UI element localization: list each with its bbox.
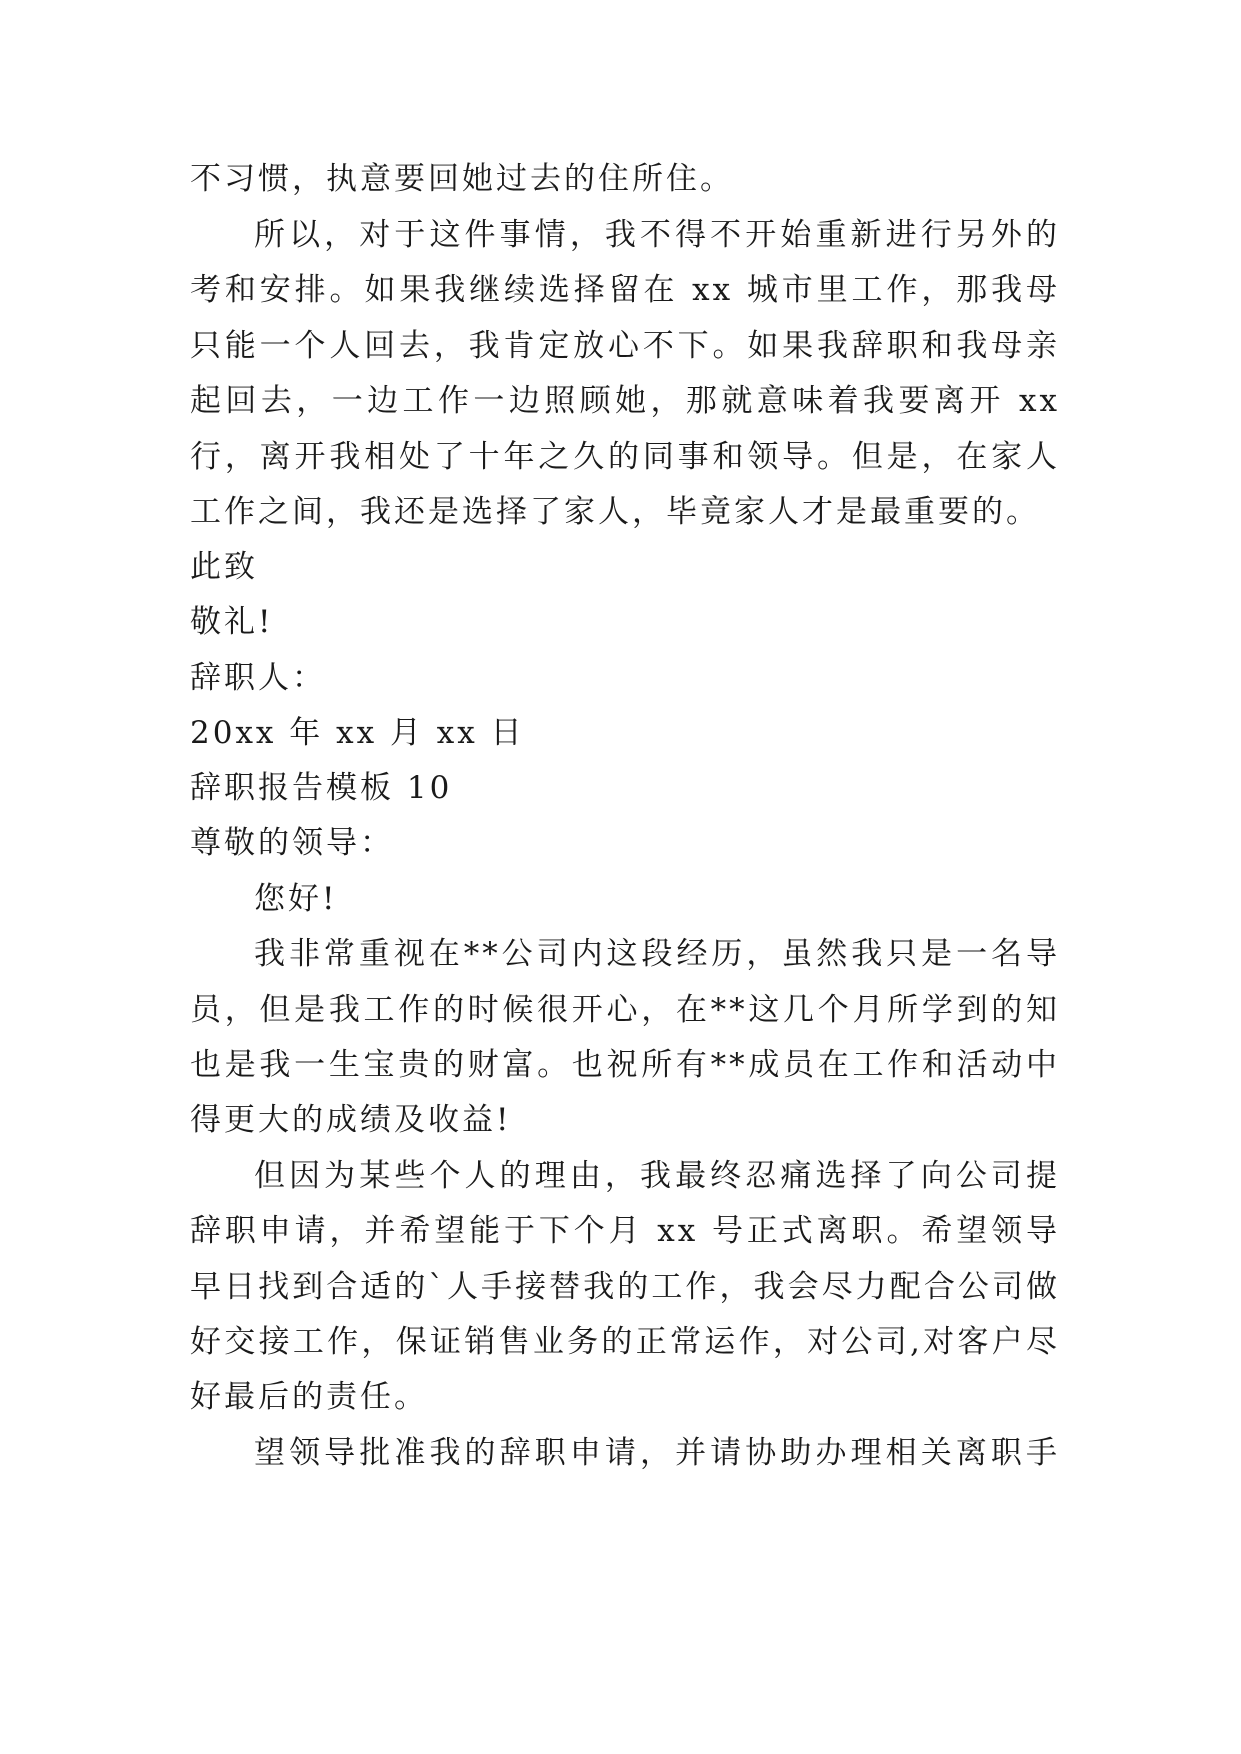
text-line: 得更大的成绩及收益! — [190, 1102, 512, 1138]
text-line: 望领导批准我的辞职申请，并请协助办理相关离职手 — [254, 1435, 1060, 1471]
text-line: 但因为某些个人的理由，我最终忍痛选择了向公司提 — [254, 1158, 1060, 1194]
text-line: 行，离开我相处了十年之久的同事和领导。但是，在家人 — [190, 439, 1060, 475]
text-line: 工作之间，我还是选择了家人，毕竟家人才是最重要的。 — [190, 494, 1040, 530]
text-line: 起回去，一边工作一边照顾她，那就意味着我要离开 xx — [190, 383, 1060, 419]
text-line: 不习惯，执意要回她过去的住所住。 — [190, 161, 734, 197]
text-line: 好交接工作，保证销售业务的正常运作，对公司,对客户尽 — [190, 1324, 1060, 1360]
text-line: 此致 — [190, 549, 258, 585]
section-title: 辞职报告模板 10 — [190, 770, 453, 806]
text-line: 所以，对于这件事情，我不得不开始重新进行另外的 — [254, 217, 1060, 253]
text-line: 辞职人： — [190, 660, 326, 696]
text-line: 我非常重视在**公司内这段经历，虽然我只是一名导 — [254, 936, 1060, 972]
text-line: 也是我一生宝贵的财富。也祝所有**成员在工作和活动中 — [190, 1047, 1060, 1083]
text-line: 辞职申请，并希望能于下个月 xx 号正式离职。希望领导 — [190, 1213, 1060, 1249]
salutation: 尊敬的领导： — [190, 825, 394, 861]
text-line: 20xx 年 xx 月 xx 日 — [190, 715, 525, 751]
text-line: 好最后的责任。 — [190, 1379, 428, 1415]
text-line: 员，但是我工作的时候很开心，在**这几个月所学到的知 — [190, 992, 1060, 1028]
text-line: 考和安排。如果我继续选择留在 xx 城市里工作，那我母 — [190, 272, 1060, 308]
text-line: 敬礼! — [190, 604, 274, 640]
text-line: 早日找到合适的`人手接替我的工作，我会尽力配合公司做 — [190, 1269, 1060, 1305]
text-line: 只能一个人回去，我肯定放心不下。如果我辞职和我母亲 — [190, 328, 1060, 364]
greeting: 您好! — [254, 881, 338, 917]
